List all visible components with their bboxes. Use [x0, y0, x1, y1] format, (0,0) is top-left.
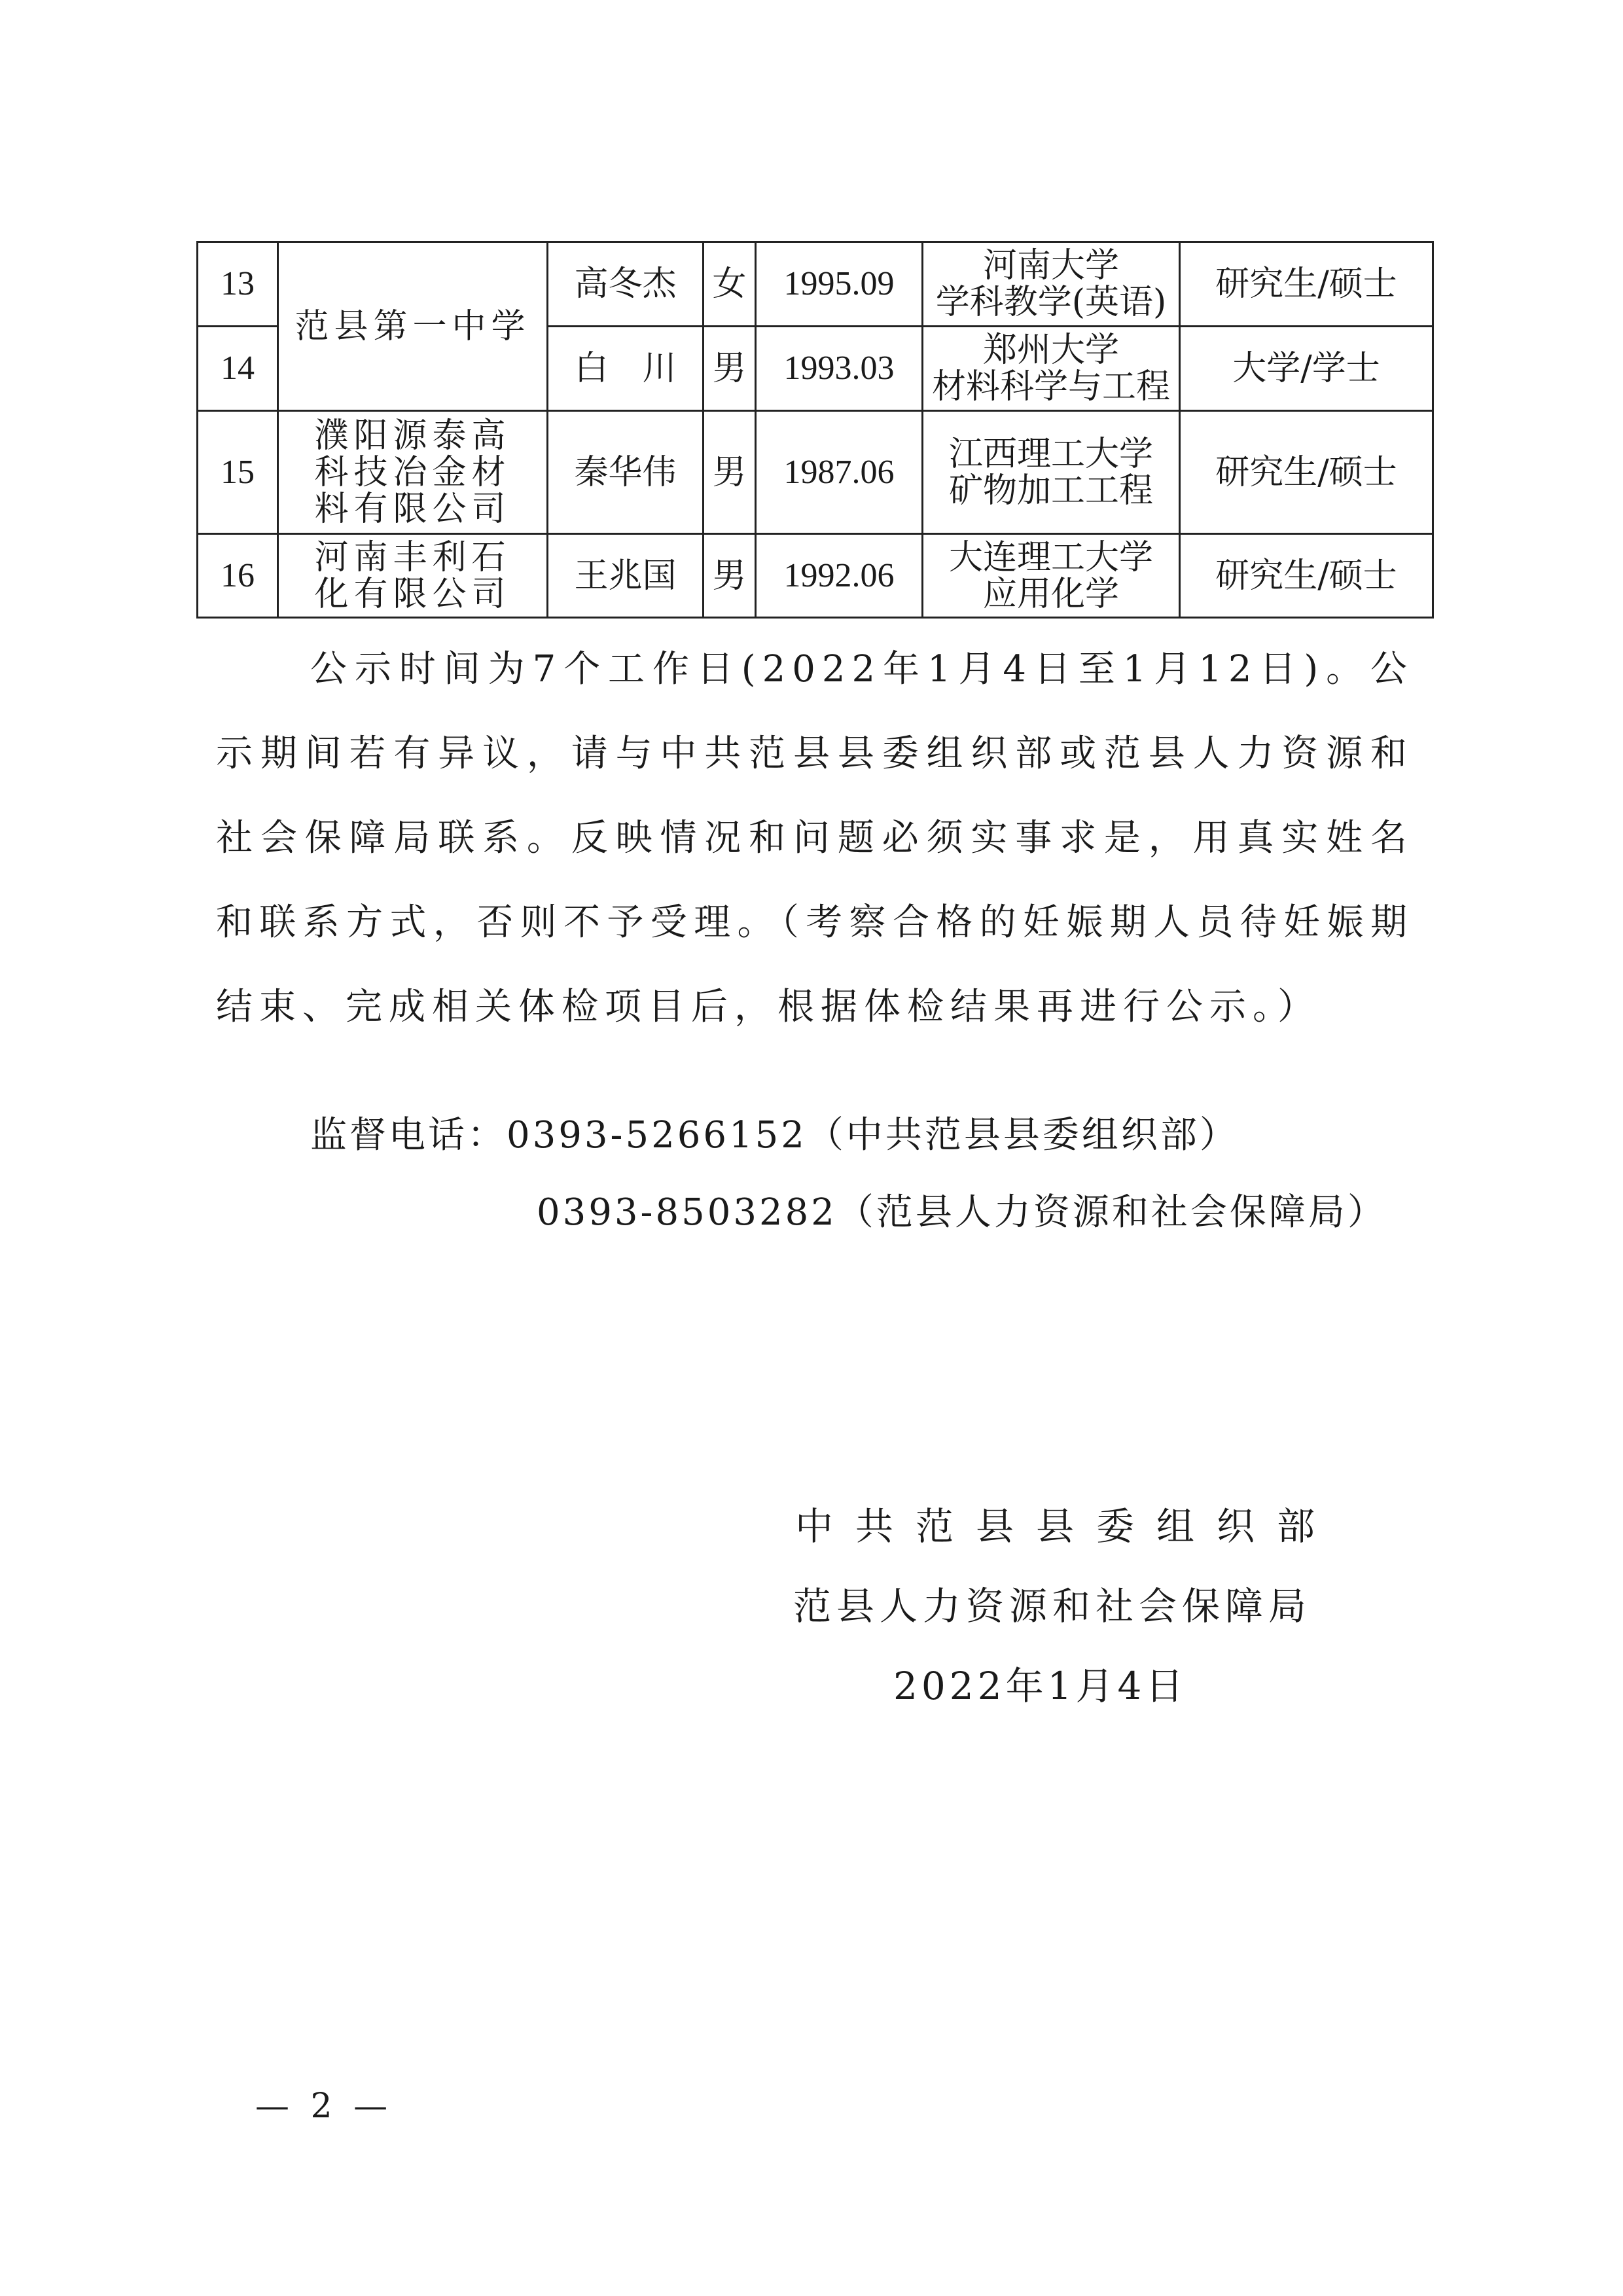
notice-paragraph: 公示时间为7个工作日(2022年1月4日至1月12日)。公示期间若有异议，请与中共范县县委组织部或范县人力资源和社会保障局联系。反映情况和问题必须实事求是，用真实姓名和联系方式，否则不予受理。（考察合格的妊娠期人员待妊娠期结束、完成相关体检项目后，根据体检结果再进行公示。） [216, 648, 1414, 1028]
major-name: 矿物加工工程 [948, 471, 1153, 511]
name-cell: 高冬杰 [548, 242, 704, 327]
page-number: — 2 — [255, 2087, 393, 2126]
row-number: 15 [198, 411, 278, 534]
table-row [198, 411, 1433, 534]
major-name: 学科教学(英语) [935, 283, 1167, 322]
school-name: 大连理工大学 [948, 537, 1153, 577]
signature-org-2: 范县人力资源和社会保障局 [793, 1584, 1312, 1628]
unit-name-line: 濮阳源泰高 [314, 416, 511, 456]
sex-cell: 男 [704, 411, 756, 534]
school-name: 河南大学 [982, 246, 1119, 285]
school-name: 江西理工大学 [948, 434, 1153, 474]
major-name: 应用化学 [982, 574, 1119, 614]
unit-name-line: 河南丰利石 [314, 537, 511, 577]
row-number: 14 [198, 327, 278, 411]
table-row [198, 242, 1433, 327]
education-cell [923, 327, 1180, 411]
unit-cell [278, 242, 548, 411]
row-number: 16 [198, 534, 278, 618]
candidate-table [196, 241, 1434, 619]
signature-date: 2022年1月4日 [893, 1664, 1188, 1708]
supervision-phone-line: 监督电话：0393-5266152（中共范县县委组织部） [310, 1114, 1239, 1157]
degree-cell: 研究生/硕士 [1180, 242, 1433, 327]
name-cell: 秦华伟 [548, 411, 704, 534]
birth-cell: 1992.06 [756, 534, 923, 618]
name-cell: 王兆国 [548, 534, 704, 618]
education-cell [923, 242, 1180, 327]
birth-cell: 1987.06 [756, 411, 923, 534]
education-cell [923, 411, 1180, 534]
name-cell: 白 川 [548, 327, 704, 411]
degree-cell: 研究生/硕士 [1180, 411, 1433, 534]
major-name: 材料科学与工程 [931, 367, 1170, 406]
school-name: 郑州大学 [982, 331, 1119, 370]
birth-cell: 1993.03 [756, 327, 923, 411]
birth-cell: 1995.09 [756, 242, 923, 327]
unit-name-line: 料有限公司 [314, 489, 511, 529]
degree-cell: 研究生/硕士 [1180, 534, 1433, 618]
unit-name: 范县第一中学 [294, 306, 531, 346]
education-cell [923, 534, 1180, 618]
unit-name-line: 化有限公司 [314, 574, 511, 614]
sex-cell: 男 [704, 327, 756, 411]
supervision-phone-line-2: 0393-8503282（范县人力资源和社会保障局） [537, 1191, 1387, 1234]
signature-org-1: 中共范县县委组织部 [795, 1504, 1338, 1549]
sex-cell: 男 [704, 534, 756, 618]
unit-name-line: 科技冶金材 [314, 452, 511, 492]
unit-cell [278, 534, 548, 618]
degree-cell: 大学/学士 [1180, 327, 1433, 411]
unit-cell [278, 411, 548, 534]
row-number: 13 [198, 242, 278, 327]
table-row [198, 534, 1433, 618]
sex-cell: 女 [704, 242, 756, 327]
